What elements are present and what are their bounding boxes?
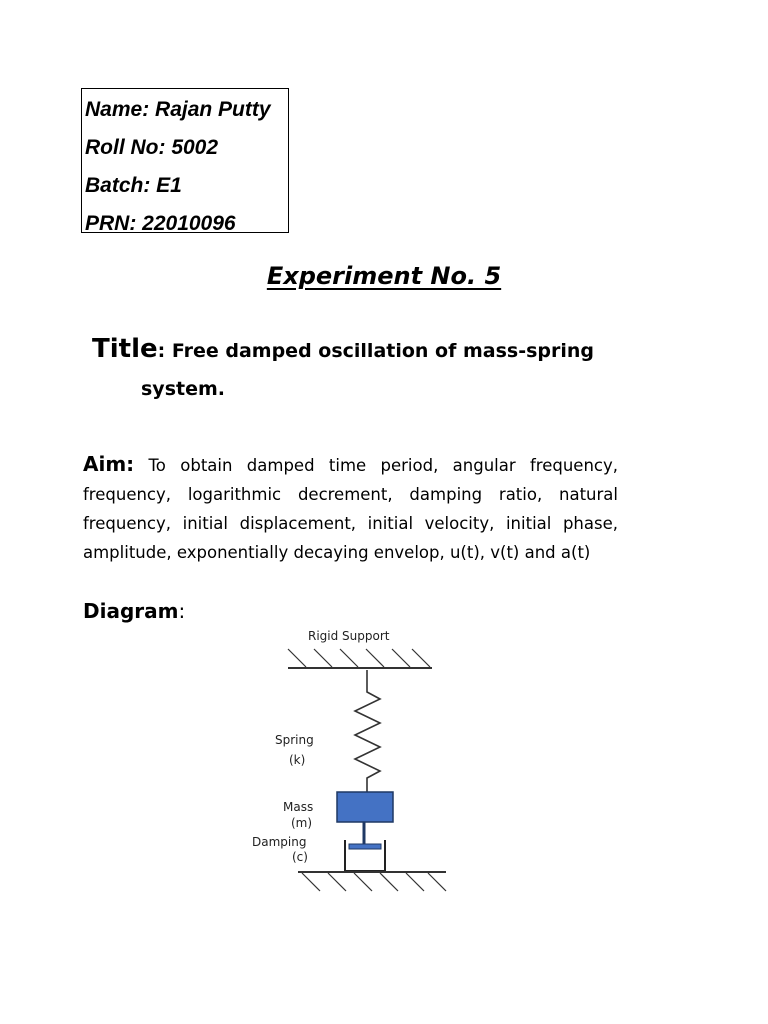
spring-coil [355, 670, 380, 792]
diagram-heading-colon: : [178, 599, 186, 623]
experiment-heading: Experiment No. 5 [266, 262, 502, 290]
label-damping: Damping [252, 835, 307, 849]
student-name: Name: Rajan Putty [85, 98, 271, 121]
ground-hatching [302, 873, 446, 891]
student-roll-no: Roll No: 5002 [85, 136, 219, 159]
label-damping-symbol: (c) [292, 850, 308, 864]
rigid-support-hatching [288, 649, 430, 667]
label-rigid-support: Rigid Support [308, 629, 390, 643]
title-label: Title [92, 334, 158, 364]
title-colon: : [157, 340, 172, 362]
label-mass: Mass [283, 800, 314, 814]
title-text-line2: system. [141, 378, 225, 400]
diagram-heading-label: Diagram [83, 599, 179, 623]
label-spring-symbol: (k) [289, 753, 306, 767]
damper-piston [349, 844, 381, 849]
aim-text: To obtain damped time period, angular frequency, frequency, logarithmic decrement, damping ratio, natural frequency, initial displacement, initial velocity, initial phase, amplitude, exponentially decaying envelop, u(t), v(t) and a(t) [83, 456, 618, 562]
mass-block [337, 792, 393, 822]
title-text-line1: Free damped oscillation of mass-spring [171, 340, 595, 362]
label-mass-symbol: (m) [291, 816, 313, 830]
label-spring: Spring [275, 733, 314, 747]
student-batch: Batch: E1 [85, 174, 182, 197]
aim-label: Aim: [83, 452, 135, 476]
student-prn: PRN: 22010096 [85, 212, 236, 235]
